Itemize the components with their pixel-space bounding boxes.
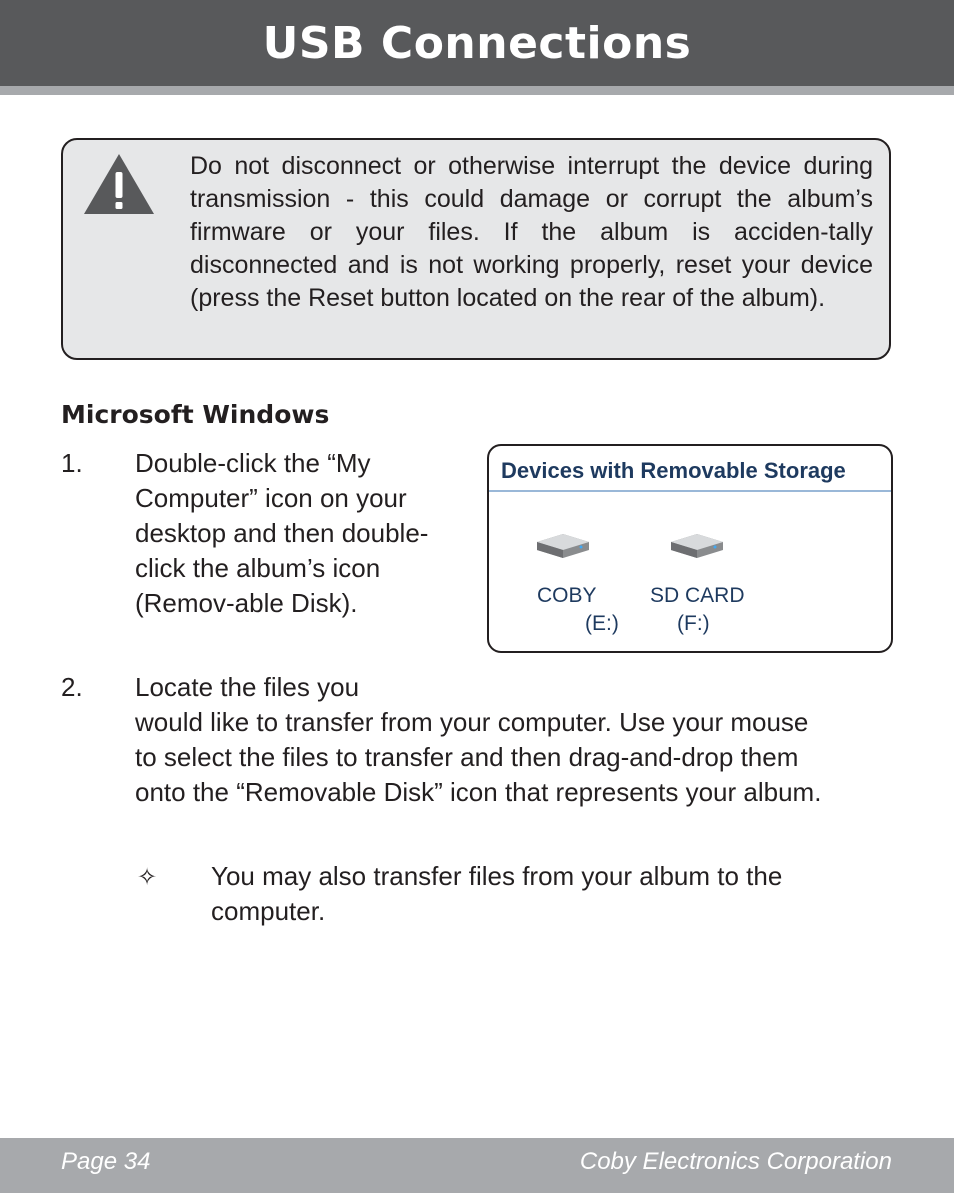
section-title: Microsoft Windows bbox=[61, 400, 330, 429]
step-2-text-rest: would like to transfer from your computer. Use your mouse to select the files to transfer and then drag-and-drop them onto the “Removable Disk” icon that represents your album. bbox=[135, 707, 822, 807]
drive-coby-letter: (E:) bbox=[585, 612, 619, 635]
step-2-text-first: Locate the files you bbox=[135, 672, 360, 702]
step-1-text: Double-click the “My Computer” icon on your desktop and then double-click the album’s icon (Remov-able Disk). bbox=[135, 448, 429, 618]
warning-box bbox=[61, 138, 891, 360]
step-1-number: 1. bbox=[61, 448, 83, 478]
removable-storage-screenshot bbox=[487, 444, 893, 653]
company-name: Coby Electronics Corporation bbox=[579, 1148, 892, 1175]
removable-drive-icon bbox=[533, 528, 593, 564]
screenshot-header-rule bbox=[489, 490, 893, 492]
drive-sdcard-letter: (F:) bbox=[677, 612, 710, 635]
step-2-number: 2. bbox=[61, 672, 83, 702]
drive-sdcard-label: SD CARD bbox=[650, 584, 745, 607]
page-number: Page 34 bbox=[61, 1148, 151, 1175]
screenshot-header: Devices with Removable Storage bbox=[501, 458, 846, 483]
warning-text: Do not disconnect or otherwise interrupt the device during transmission - this could damage or corrupt the album’s firmware or your files. If the album is acciden-tally disconnected and is not working properly, reset your device (press the Reset button located on the rear of the album). bbox=[190, 152, 873, 312]
removable-drive-icon bbox=[667, 528, 727, 564]
page-title: USB Connections bbox=[262, 18, 692, 69]
bullet-note: You may also transfer files from your album to the computer. bbox=[211, 861, 783, 926]
warning-triangle-icon bbox=[83, 152, 155, 216]
header-accent-line bbox=[0, 86, 954, 95]
drive-coby-label: COBY bbox=[537, 584, 597, 607]
sparkle-bullet-icon: ✧ bbox=[137, 863, 158, 891]
